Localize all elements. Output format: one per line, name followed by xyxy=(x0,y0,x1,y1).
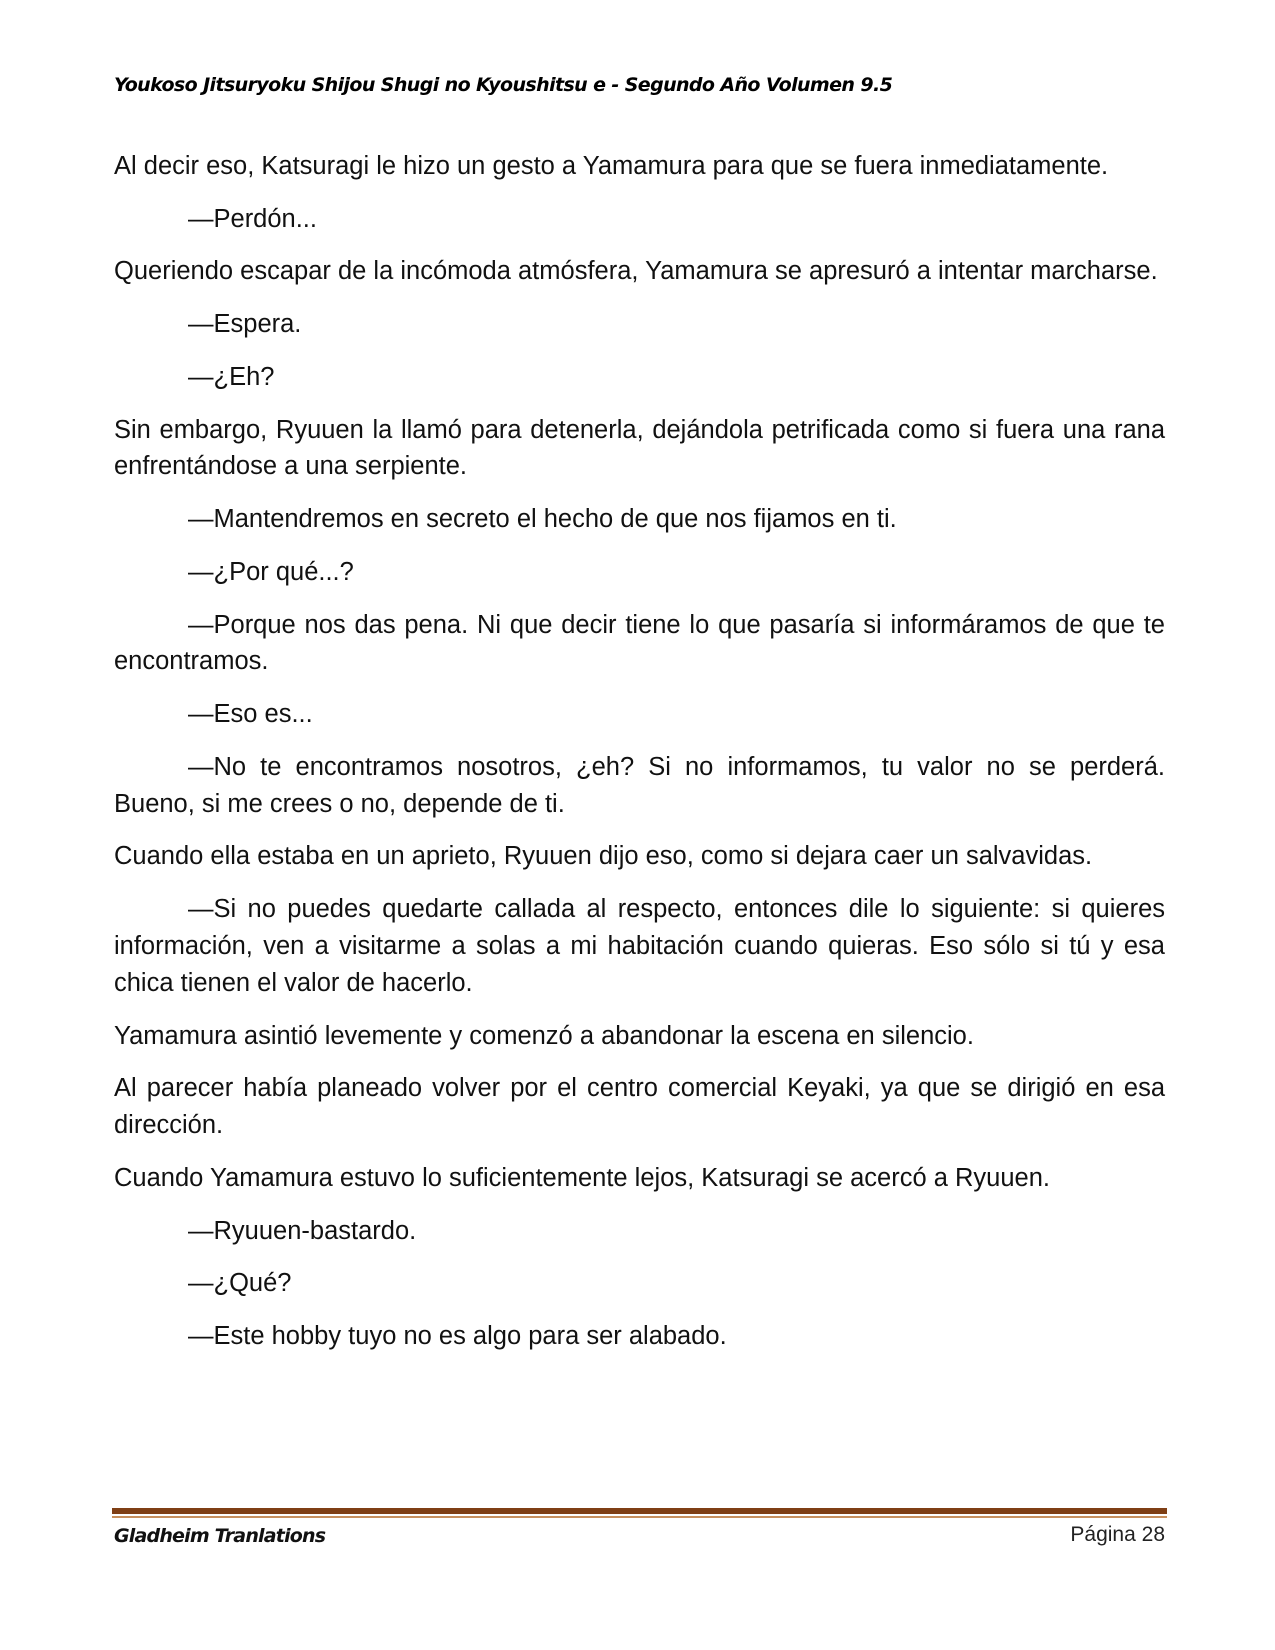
page-number-value: 28 xyxy=(1141,1523,1165,1546)
footer-credit: Gladheim Tranlations xyxy=(114,1525,326,1547)
dialogue-paragraph: —Si no puedes quedarte callada al respecto, entonces dile lo siguiente: si quieres información, ven a visitarme a solas a mi habitación cuando quieras. Eso sólo si tú y esa chica tienen el valor de hacerlo. xyxy=(114,895,1165,997)
dialogue-paragraph: —Porque nos das pena. Ni que decir tiene lo que pasaría si informáramos de que te encontramos. xyxy=(114,610,1165,676)
page-label: Página xyxy=(1070,1523,1136,1546)
narration-paragraph: Sin embargo, Ryuuen la llamó para detenerla, dejándola petrificada como si fuera una rana enfrentándose a una serpiente. xyxy=(114,415,1165,481)
narration-paragraph: Yamamura asintió levemente y comenzó a abandonar la escena en silencio. xyxy=(114,1021,974,1050)
dialogue-paragraph: —Este hobby tuyo no es algo para ser alabado. xyxy=(188,1322,727,1351)
dialogue-paragraph: —Mantendremos en secreto el hecho de que nos fijamos en ti. xyxy=(188,505,897,534)
dialogue-paragraph: —¿Qué? xyxy=(188,1269,292,1298)
footer-divider xyxy=(112,1508,1167,1518)
dialogue-paragraph: —No te encontramos nosotros, ¿eh? Si no informamos, tu valor no se perderá. Bueno, si me crees o no, depende de ti. xyxy=(114,752,1165,818)
narration-paragraph: Al parecer había planeado volver por el centro comercial Keyaki, ya que se dirigió en esa dirección. xyxy=(114,1074,1165,1140)
dialogue-paragraph: —¿Por qué...? xyxy=(188,557,354,586)
page-number xyxy=(1070,1523,1165,1547)
page-body xyxy=(114,148,1165,1371)
dialogue-paragraph: —Espera. xyxy=(188,310,302,339)
narration-paragraph: Al decir eso, Katsuragi le hizo un gesto a Yamamura para que se fuera inmediatamente. xyxy=(114,152,1109,180)
dialogue-paragraph: —¿Eh? xyxy=(188,362,275,391)
dialogue-paragraph: —Perdón... xyxy=(188,204,317,233)
dialogue-paragraph: —Eso es... xyxy=(188,700,313,729)
narration-paragraph: Cuando ella estaba en un aprieto, Ryuuen dijo eso, como si dejara caer un salvavidas. xyxy=(114,842,1093,871)
narration-paragraph: Cuando Yamamura estuvo lo suficientemente lejos, Katsuragi se acercó a Ryuuen. xyxy=(114,1163,1050,1192)
running-header: Youkoso Jitsuryoku Shijou Shugi no Kyoushitsu e - Segundo Año Volumen 9.5 xyxy=(114,74,893,96)
narration-paragraph: Queriendo escapar de la incómoda atmósfera, Yamamura se apresuró a intentar marcharse. xyxy=(114,257,1158,286)
dialogue-paragraph: —Ryuuen-bastardo. xyxy=(188,1216,417,1245)
